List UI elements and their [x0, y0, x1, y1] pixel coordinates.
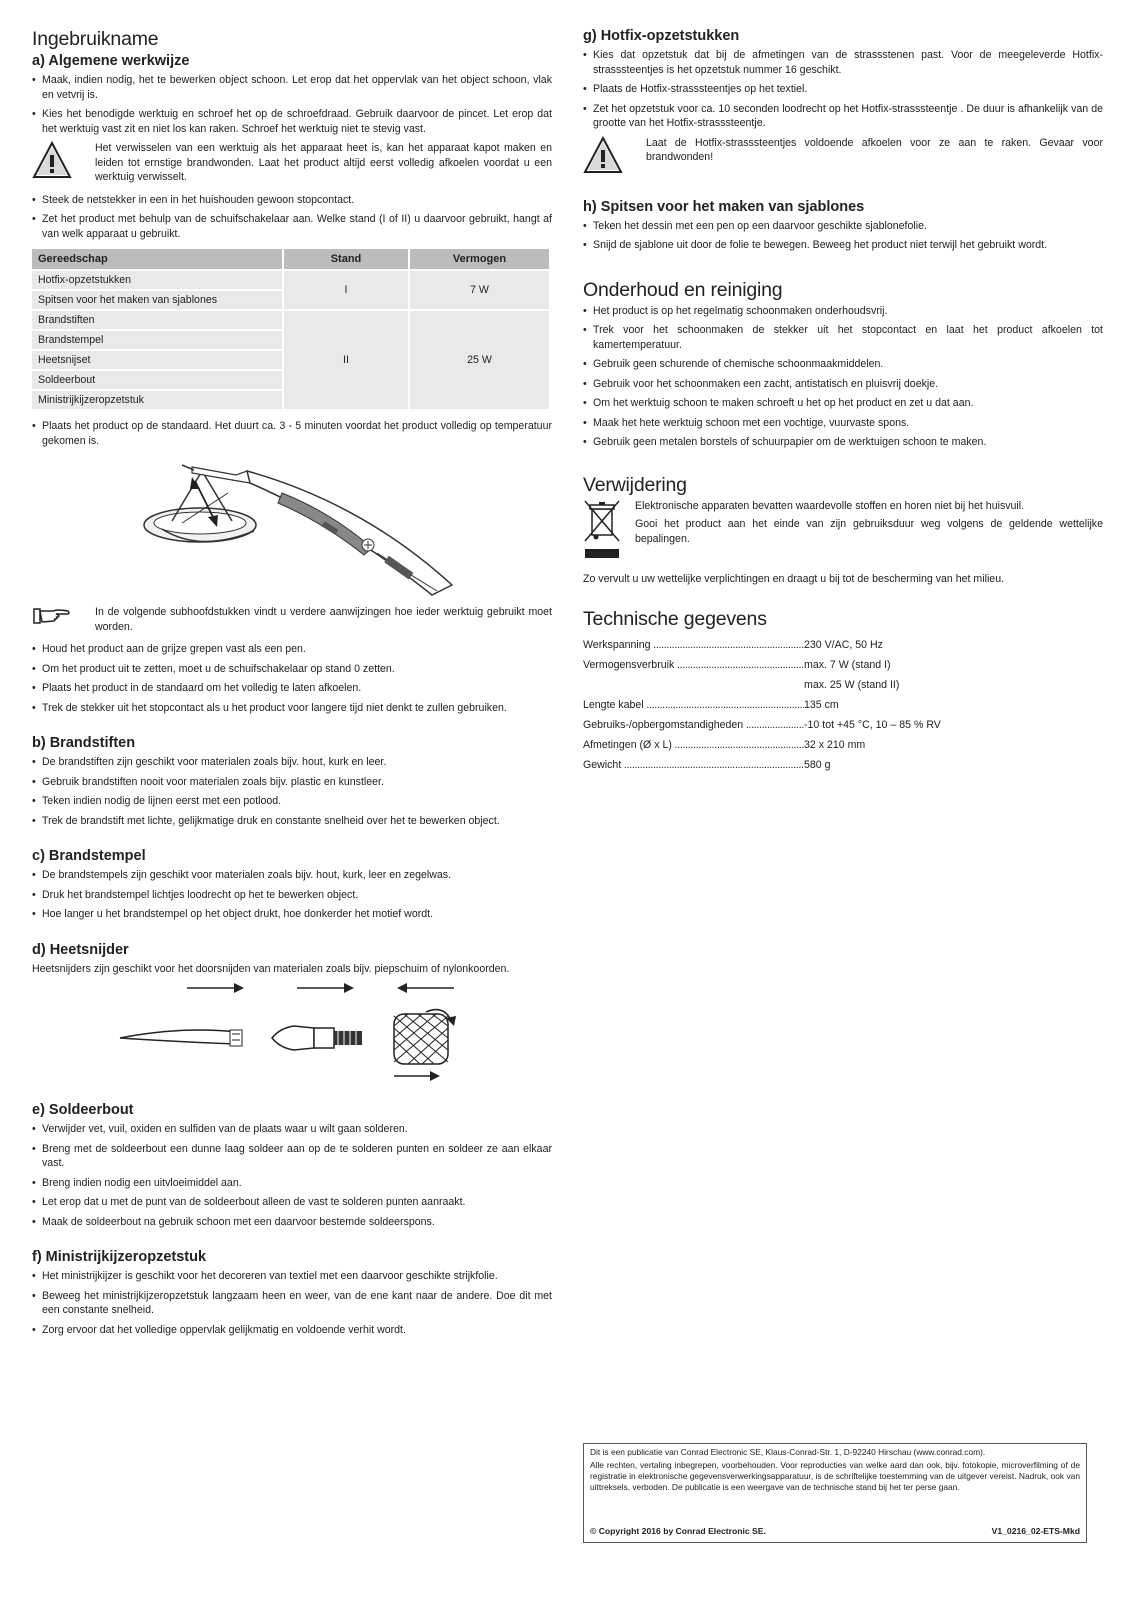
list-item: • Maak, indien nodig, het te bewerken object schoon. Let erop dat het oppervlak van het object schoon, vlak en vetvrij is. — [32, 73, 552, 102]
section-maintenance — [583, 279, 1103, 450]
imprint-rights: Alle rechten, vertaling inbegrepen, voorbehouden. Voor reproducties van welke aard dan ook, bijv. fotokopie, microverfilming of de registratie in elektronische gegevensverwerkingsapparatuur, is de schriftelijke toestemming van de uitgever vereist. Nadruk, ook van uittreksels, verboden. De publicatie is een weergave van de technische stand bij het ter perse gaan. — [590, 1460, 1080, 1492]
tech-label: Vermogensverbruik ..... — [583, 655, 804, 675]
tech-value: -10 tot +45 °C, 10 – 85 % RV — [804, 719, 941, 731]
list-item: • Teken het dessin met een pen op een daarvoor geschikte sjablonefolie. — [583, 219, 1103, 234]
tech-row — [583, 655, 1103, 675]
section-title-disposal: Verwijdering — [583, 473, 687, 496]
list-item: • Plaats de Hotfix-strasssteentjes op het textiel. — [583, 82, 1103, 97]
section-c — [32, 848, 552, 922]
section-h — [583, 199, 1103, 253]
heading-h: h) Spitsen voor het maken van sjablones — [583, 198, 865, 215]
section-d — [32, 942, 552, 1089]
tech-label: Gebruiks-/opbergomstandigheden ..... — [583, 715, 804, 735]
warning-triangle-icon — [32, 141, 76, 184]
warning-triangle-icon — [583, 136, 627, 179]
tech-label: Lengte kabel ..... — [583, 695, 804, 715]
list-item: • Plaats het product in de standaard om het volledig te laten afkoelen. — [32, 681, 552, 696]
paragraph: Zo vervult u uw wettelijke verplichtingen en draagt u bij tot de bescherming van het milieu. — [583, 572, 1005, 585]
list-item: • Het product is op het regelmatig schoonmaken onderhoudsvrij. — [583, 304, 1103, 319]
list-item: • Trek de brandstift met lichte, gelijkmatige druk en constante snelheid over het te bewerken object. — [32, 814, 552, 829]
section-f — [32, 1249, 552, 1337]
table-cell: Ministrijkijzeropzetstuk — [32, 391, 282, 409]
section-title-ingebruikname: Ingebruikname — [32, 28, 159, 50]
table-cell: I — [284, 271, 408, 309]
tools-table — [30, 247, 551, 411]
list-item: • Trek de stekker uit het stopcontact als u het product voor langere tijd niet denkt te zullen gebruiken. — [32, 701, 552, 716]
list-maintenance — [583, 304, 1103, 450]
tech-value: max. 25 W (stand II) — [804, 679, 900, 691]
tech-row — [583, 755, 1103, 775]
section-g — [583, 28, 1103, 179]
section-tech — [583, 608, 1103, 775]
heading-e: e) Soldeerbout — [32, 1102, 134, 1118]
list-g — [583, 48, 1103, 131]
tech-label-empty — [583, 675, 804, 695]
note-text: In de volgende subhoofdstukken vindt u verdere aanwijzingen hoe ieder werktuig gebruikt moet worden. — [95, 606, 552, 633]
tech-value: max. 7 W (stand I) — [804, 659, 891, 671]
tech-value: 135 cm — [804, 699, 839, 711]
tech-label: Afmetingen (Ø x L) ..... — [583, 735, 804, 755]
heading-g: g) Hotfix-opzetstukken — [583, 28, 740, 44]
table-cell: Heetsnijset — [32, 351, 282, 369]
warning-block — [583, 136, 1103, 179]
imprint-line: Dit is een publicatie van Conrad Electronic SE, Klaus-Conrad-Str. 1, D-92240 Hirschau (www.conrad.com). — [590, 1447, 986, 1457]
list-a2 — [32, 193, 552, 242]
product-on-stand-illustration — [32, 453, 552, 603]
version-code: V1_0216_02-ETS-Mkd — [991, 1526, 1080, 1536]
list-item: • Gebruik geen metalen borstels of schuurpapier om de werktuigen schoon te maken. — [583, 435, 1103, 450]
crossed-bin-icon — [583, 499, 625, 566]
list-item: • Gebruik brandstiften nooit voor materialen zoals bijv. plastic en kunstleer. — [32, 775, 552, 790]
tech-value: 580 g — [804, 759, 831, 771]
tech-table — [583, 635, 1103, 775]
right-column — [583, 28, 1103, 795]
list-item: • Beweeg het ministrijkijzeropzetstuk langzaam heen en weer, van de ene kant naar de andere. Doe dit met een constante snelheid. — [32, 1289, 552, 1318]
table-cell: Brandstiften — [32, 311, 282, 329]
copyright: © Copyright 2016 by Conrad Electronic SE. — [590, 1526, 766, 1536]
list-item: • Om het werktuig schoon te maken schroeft u het op het product en zet u dat aan. — [583, 396, 1103, 411]
tech-row — [583, 715, 1103, 735]
list-item: • Plaats het product op de standaard. Het duurt ca. 3 - 5 minuten voordat het product volledig op temperatuur gekomen is. — [32, 419, 552, 448]
list-item: • De brandstiften zijn geschikt voor materialen zoals bijv. hout, kurk en leer. — [32, 755, 552, 770]
table-cell: Brandstempel — [32, 331, 282, 349]
left-column — [32, 28, 552, 1357]
warning-text: Laat de Hotfix-strasssteentjes voldoende afkoelen voor ze aan te raken. Gevaar voor brandwonden! — [646, 136, 1103, 163]
list-item: • Het ministrijkijzer is geschikt voor het decoreren van textiel met een daarvoor geschikte strijkfolie. — [32, 1269, 552, 1284]
section-b — [32, 735, 552, 828]
list-a4 — [32, 642, 552, 715]
table-cell: 25 W — [410, 311, 549, 409]
tech-row — [583, 675, 1103, 695]
tech-row — [583, 635, 1103, 655]
heading-a: a) Algemene werkwijze — [32, 53, 190, 69]
pointing-hand-icon — [32, 605, 76, 632]
list-c — [32, 868, 552, 922]
list-item: • Maak de soldeerbout na gebruik schoon met een daarvoor bestemde soldeerspons. — [32, 1215, 552, 1230]
list-item: • Om het product uit te zetten, moet u de schuifschakelaar op stand 0 zetten. — [32, 662, 552, 677]
list-a3 — [32, 419, 552, 448]
heading-b: b) Brandstiften — [32, 735, 136, 751]
list-item: • Zet het product met behulp van de schuifschakelaar aan. Welke stand (I of II) u daarvoor gebruikt, hangt af van welk apparaat u gebruikt. — [32, 212, 552, 241]
list-e — [32, 1122, 552, 1229]
section-a — [32, 53, 552, 715]
list-item: • Let erop dat u met de punt van de soldeerbout alleen de vast te solderen punten aanraakt. — [32, 1195, 552, 1210]
warning-text: Het verwisselen van een werktuig als het apparaat heet is, kan het apparaat kapot maken en leiden tot ernstige brandwonden. Laat het product altijd eerst volledig afkoelen voordat u een werktuig verwisselt. — [95, 142, 552, 183]
paragraph: Heetsnijders zijn geschikt voor het doorsnijden van materialen zoals bijv. piepschuim of nylonkoorden. — [32, 962, 510, 975]
hot-cutter-illustration — [32, 976, 552, 1088]
list-item: • Trek voor het schoonmaken de stekker uit het stopcontact en laat het product afkoelen tot kamertemperatuur. — [583, 323, 1103, 352]
tech-value: 230 V/AC, 50 Hz — [804, 639, 883, 651]
table-cell: Hotfix-opzetstukken — [32, 271, 282, 289]
list-item: • Breng met de soldeerbout een dunne laag soldeer aan op de te solderen punten en soldeer ze aan elkaar vast. — [32, 1142, 552, 1171]
table-header: Gereedschap — [32, 249, 282, 269]
list-item: • De brandstempels zijn geschikt voor materialen zoals bijv. hout, kurk, leer en zegelwas. — [32, 868, 552, 883]
list-f — [32, 1269, 552, 1337]
note-block — [32, 605, 552, 634]
section-title-tech: Technische gegevens — [583, 608, 767, 630]
tech-row — [583, 695, 1103, 715]
imprint-bottom — [590, 1526, 1080, 1536]
list-item: • Breng indien nodig een uitvloeimiddel aan. — [32, 1176, 552, 1191]
list-item: • Maak het hete werktuig schoon met een vochtige, vuurvaste spons. — [583, 416, 1103, 431]
heading-c: c) Brandstempel — [32, 848, 146, 864]
table-header: Stand — [284, 249, 408, 269]
disposal-block — [583, 499, 1103, 566]
list-h — [583, 219, 1103, 253]
table-cell: II — [284, 311, 408, 409]
heading-f: f) Ministrijkijzeropzetstuk — [32, 1249, 207, 1265]
list-item: • Steek de netstekker in een in het huishouden gewoon stopcontact. — [32, 193, 552, 208]
list-item: • Snijd de sjablone uit door de folie te bewegen. Beweeg het product niet terwijl het gebruikt wordt. — [583, 238, 1103, 253]
section-disposal — [583, 474, 1103, 587]
list-item: • Hoe langer u het brandstempel op het object drukt, hoe donkerder het motief wordt. — [32, 907, 552, 922]
table-cell: Soldeerbout — [32, 371, 282, 389]
list-item: • Zorg ervoor dat het volledige oppervlak gelijkmatig en voldoende verhit wordt. — [32, 1323, 552, 1338]
list-item: • Gebruik voor het schoonmaken een zacht, antistatisch en pluisvrij doekje. — [583, 377, 1103, 392]
paragraph: Elektronische apparaten bevatten waardevolle stoffen en horen niet bij het huisvuil. — [635, 499, 1025, 512]
list-item: • Kies dat opzetstuk dat bij de afmetingen van de strassstenen past. Voor de meegeleverde Hotfix-strasssteentjes is het opzetstuk nummer 16 geschikt. — [583, 48, 1103, 77]
heading-d: d) Heetsnijder — [32, 941, 129, 958]
list-item: • Gebruik geen schurende of chemische schoonmaakmiddelen. — [583, 357, 1103, 372]
section-title-maintenance: Onderhoud en reiniging — [583, 278, 783, 301]
list-item: • Kies het benodigde werktuig en schroef het op de schroefdraad. Gebruik daarvoor de pincet. Let erop dat het werktuig vast zit en niet los kan raken. Schroef het werktuig niet te stevig vast. — [32, 107, 552, 136]
list-item: • Houd het product aan de grijze grepen vast als een pen. — [32, 642, 552, 657]
tech-row — [583, 735, 1103, 755]
tech-value: 32 x 210 mm — [804, 739, 866, 751]
tech-label: Gewicht ..... — [583, 755, 804, 775]
list-item: • Teken indien nodig de lijnen eerst met een potlood. — [32, 794, 552, 809]
list-item: • Verwijder vet, vuil, oxiden en sulfiden van de plaats waar u wilt gaan solderen. — [32, 1122, 552, 1137]
table-cell: 7 W — [410, 271, 549, 309]
table-header: Vermogen — [410, 249, 549, 269]
tech-label: Werkspanning ..... — [583, 635, 804, 655]
list-item: • Zet het opzetstuk voor ca. 10 seconden loodrecht op het Hotfix-strasssteentje . De duur is afhankelijk van de grootte van het Hotfix-strasssteentje. — [583, 102, 1103, 131]
warning-block — [32, 141, 552, 185]
list-a1 — [32, 73, 552, 136]
list-item: • Druk het brandstempel lichtjes loodrecht op het te bewerken object. — [32, 888, 552, 903]
paragraph: Gooi het product aan het einde van zijn gebruiksduur weg volgens de geldende wettelijke bepalingen. — [635, 518, 1103, 545]
list-b — [32, 755, 552, 828]
imprint-box — [583, 1443, 1087, 1543]
section-e — [32, 1102, 552, 1229]
table-cell: Spitsen voor het maken van sjablones — [32, 291, 282, 309]
